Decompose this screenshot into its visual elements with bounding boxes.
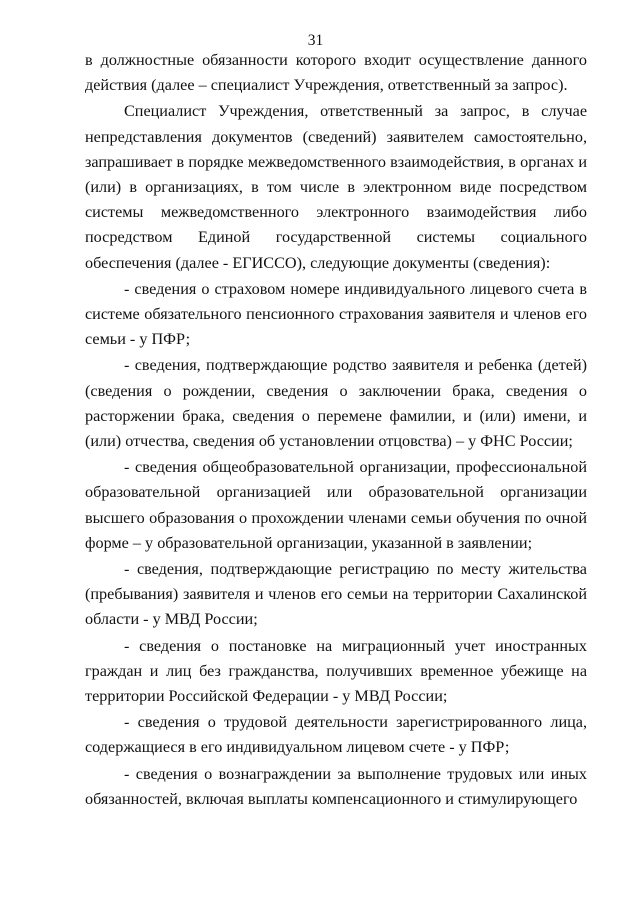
list-item-kinship: - сведения, подтверждающие родство заявителя и ребенка (детей) (сведения о рождении, сведения о заключении брака, сведения о расторжении брака, сведения о перемене фамилии, и (или) имени, и (или) отчества, сведения об установлении отцовства) – у ФНС России; [85,356,587,451]
paragraph-specialist: Специалист Учреждения, ответственный за запрос, в случае непредставления документов (сведений) заявителем самостоятельно, запрашивает в порядке межведомственного взаимодействия, в органах и (или) в организациях, в том числе в электронном виде посредством системы межведомственного электронного взаимодействия либо посредством Единой государственной системы социального обеспечения (далее - ЕГИССО), следующие документы (сведения): [85,102,587,272]
page-number: 31 [307,32,324,49]
list-item-migration: - сведения о постановке на миграционный учет иностранных граждан и лиц без гражданства, получивших временное убежище на территории Российской Федерации - у МВД России; [85,636,587,706]
list-item-employment: - сведения о трудовой деятельности зарегистрированного лица, содержащиеся в его индивидуальном лицевом счете - у ПФР; [85,713,587,757]
list-item-remuneration: - сведения о вознаграждении за выполнение трудовых или иных обязанностей, включая выплаты компенсационного и стимулирующего [85,764,587,808]
paragraph-continuation: в должностные обязанности которого входит осуществление данного действия (далее – специалист Учреждения, ответственный за запрос). [85,51,587,95]
list-item-snils: - сведения о страховом номере индивидуального лицевого счета в системе обязательного пенсионного страхования заявителя и членов его семьи - у ПФР; [85,279,587,349]
list-item-education: - сведения общеобразовательной организации, профессиональной образовательной организацией или образовательной организации высшего образования о прохождении членами семьи обучения по очной форме – у образовательной организации, указанной в заявлении; [85,458,587,552]
list-item-registration: - сведения, подтверждающие регистрацию по месту жительства (пребывания) заявителя и членов его семьи на территории Сахалинской области - у МВД России; [85,560,587,629]
document-body [85,48,587,812]
